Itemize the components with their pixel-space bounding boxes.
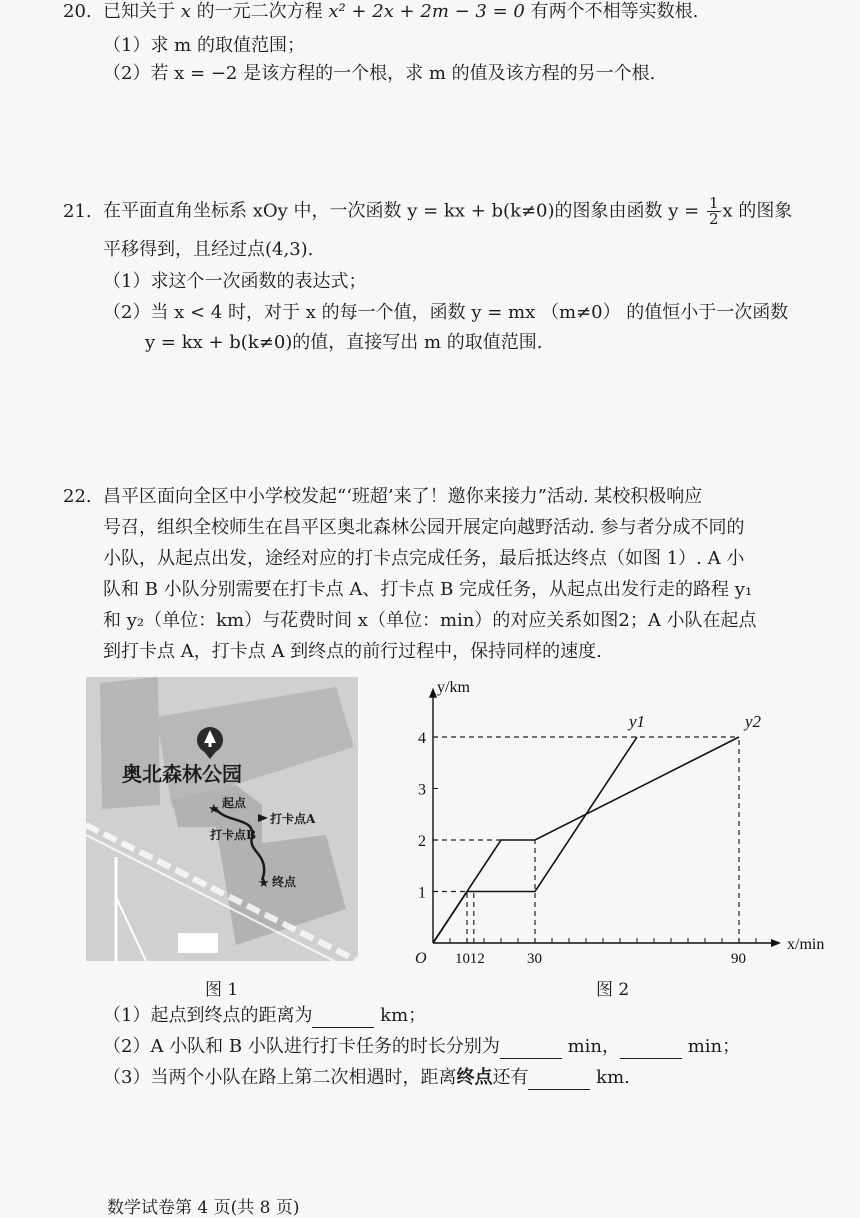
- q22-line-4: 队和 B 小队分别需要在打卡点 A、打卡点 B 完成任务，从起点出发行走的路程 y₁: [103, 579, 753, 600]
- checkpoint-b-label: 打卡点B: [210, 828, 257, 842]
- q20-equation: x² + 2x + 2m − 3 = 0: [328, 1, 525, 22]
- q20-stem-a: 已知关于: [103, 1, 181, 22]
- park-name-label: 奥北森林公园: [122, 764, 242, 786]
- q20-part2: （2）若 x = −2 是该方程的一个根，求 m 的值及该方程的另一个根.: [103, 63, 656, 84]
- answer-blank-duration-a[interactable]: [500, 1040, 562, 1059]
- page-footer: 数学试卷第 4 页(共 8 页): [107, 1198, 300, 1218]
- y-tick-label: 4: [418, 730, 426, 747]
- q22-sub2-unit-a: min，: [561, 1036, 620, 1057]
- checkpoint-a-label: 打卡点A: [270, 812, 316, 826]
- q21-stem-line2: 平移得到，且经过点(4,3).: [103, 239, 314, 260]
- q22-sub3: [103, 1066, 630, 1090]
- q22-text-1: 昌平区面向全区中小学校发起“‘班超’来了！邀你来接力”活动. 某校积极响应: [103, 486, 703, 507]
- q22-line-2: 号召，组织全校师生在昌平区奥北森林公园开展定向越野活动. 参与者分成不同的: [103, 517, 745, 538]
- y-axis-label: y/km: [437, 678, 470, 696]
- q21-part1: （1）求这个一次函数的表达式；: [103, 271, 367, 292]
- q22-sub1-unit: km；: [374, 1005, 427, 1026]
- q22-line-1: [63, 485, 702, 509]
- q21-part2-b: y = kx + b(k≠0)的值，直接写出 m 的取值范围.: [145, 332, 543, 353]
- q20-stem: [63, 0, 698, 24]
- x-tick-label: 12: [469, 951, 485, 967]
- x-tick-label: 10: [455, 951, 470, 967]
- q20-stem-b: 的一元二次方程: [190, 1, 329, 22]
- series-label-y2: y2: [745, 712, 762, 731]
- q21-frac-den: 2: [708, 210, 719, 228]
- q20-stem-c: 有两个不相等实数根.: [524, 1, 699, 22]
- park-area-north: [100, 677, 160, 809]
- answer-blank-duration-b[interactable]: [620, 1040, 682, 1059]
- figure-2-graph: [405, 673, 825, 973]
- x-tick-label: 30: [527, 951, 542, 967]
- y-tick-label: 2: [418, 833, 426, 850]
- figure-2-caption: 图 2: [596, 980, 630, 1000]
- q21-stem-a: 在平面直角坐标系 xOy 中，一次函数 y = kx + b(k≠0)的图象由函数 y =: [103, 200, 705, 222]
- y-tick-label: 1: [418, 884, 426, 902]
- q21-fraction: [707, 196, 721, 227]
- map-label-box: [178, 933, 218, 953]
- y-axis-arrow-icon: [429, 688, 437, 698]
- q22-line-5: 和 y₂（单位：km）与花费时间 x（单位：min）的对应关系如图2；A 小队在起点: [103, 610, 757, 631]
- y-tick-label: 3: [418, 781, 426, 799]
- q22-sub3-text-b: 还有: [492, 1067, 529, 1088]
- q22-sub2-text: （2）A 小队和 B 小队进行打卡任务的时长分别为: [103, 1036, 500, 1057]
- x-axis-arrow-icon: [771, 939, 781, 947]
- q21-stem-b: x 的图象: [722, 200, 793, 222]
- q22-sub3-text: （3）当两个小队在路上第二次相遇时，距离: [103, 1067, 457, 1088]
- answer-blank-remaining[interactable]: [528, 1071, 590, 1090]
- figure-1-map: [86, 677, 358, 961]
- q22-sub2: [103, 1035, 740, 1059]
- q22-line-6: 到打卡点 A，打卡点 A 到终点的前行过程中，保持同样的速度.: [103, 641, 602, 662]
- series-label-y1: y1: [629, 712, 646, 731]
- start-label: 起点: [222, 796, 247, 810]
- start-star-icon: ★: [208, 802, 220, 817]
- q22-sub2-unit-b: min；: [681, 1036, 741, 1057]
- distance-time-chart: [405, 673, 825, 973]
- q21-part2-a: （2）当 x < 4 时，对于 x 的每一个值，函数 y = mx （m≠0） 的值恒小于一次函数: [103, 302, 789, 323]
- q22-line-3: 小队，从起点出发，途经对应的打卡点完成任务，最后抵达终点（如图 1）. A 小: [103, 548, 745, 569]
- answer-blank-distance[interactable]: [312, 1009, 374, 1028]
- q20-number: 20.: [63, 1, 92, 22]
- end-label: 终点: [272, 875, 297, 889]
- q21-number: 21.: [63, 200, 92, 222]
- x-axis-label: x/min: [787, 936, 825, 953]
- end-star-icon: ★: [258, 876, 270, 891]
- origin-label: O: [415, 950, 427, 967]
- q21-stem: [63, 196, 792, 227]
- figure-1-caption: 图 1: [205, 980, 239, 1000]
- q20-part1: （1）求 m 的取值范围；: [103, 35, 305, 56]
- q22-sub3-bold: 终点: [456, 1067, 493, 1088]
- q22-sub1-text: （1）起点到终点的距离为: [103, 1005, 313, 1026]
- q22-sub1: [103, 1004, 426, 1028]
- q22-number: 22.: [63, 486, 92, 507]
- x-tick-label: 90: [731, 951, 746, 967]
- q20-var-x: x: [180, 1, 191, 22]
- q21-frac-num: 1: [708, 194, 719, 212]
- park-map-svg: [86, 677, 358, 961]
- q22-sub3-unit: km.: [590, 1067, 630, 1088]
